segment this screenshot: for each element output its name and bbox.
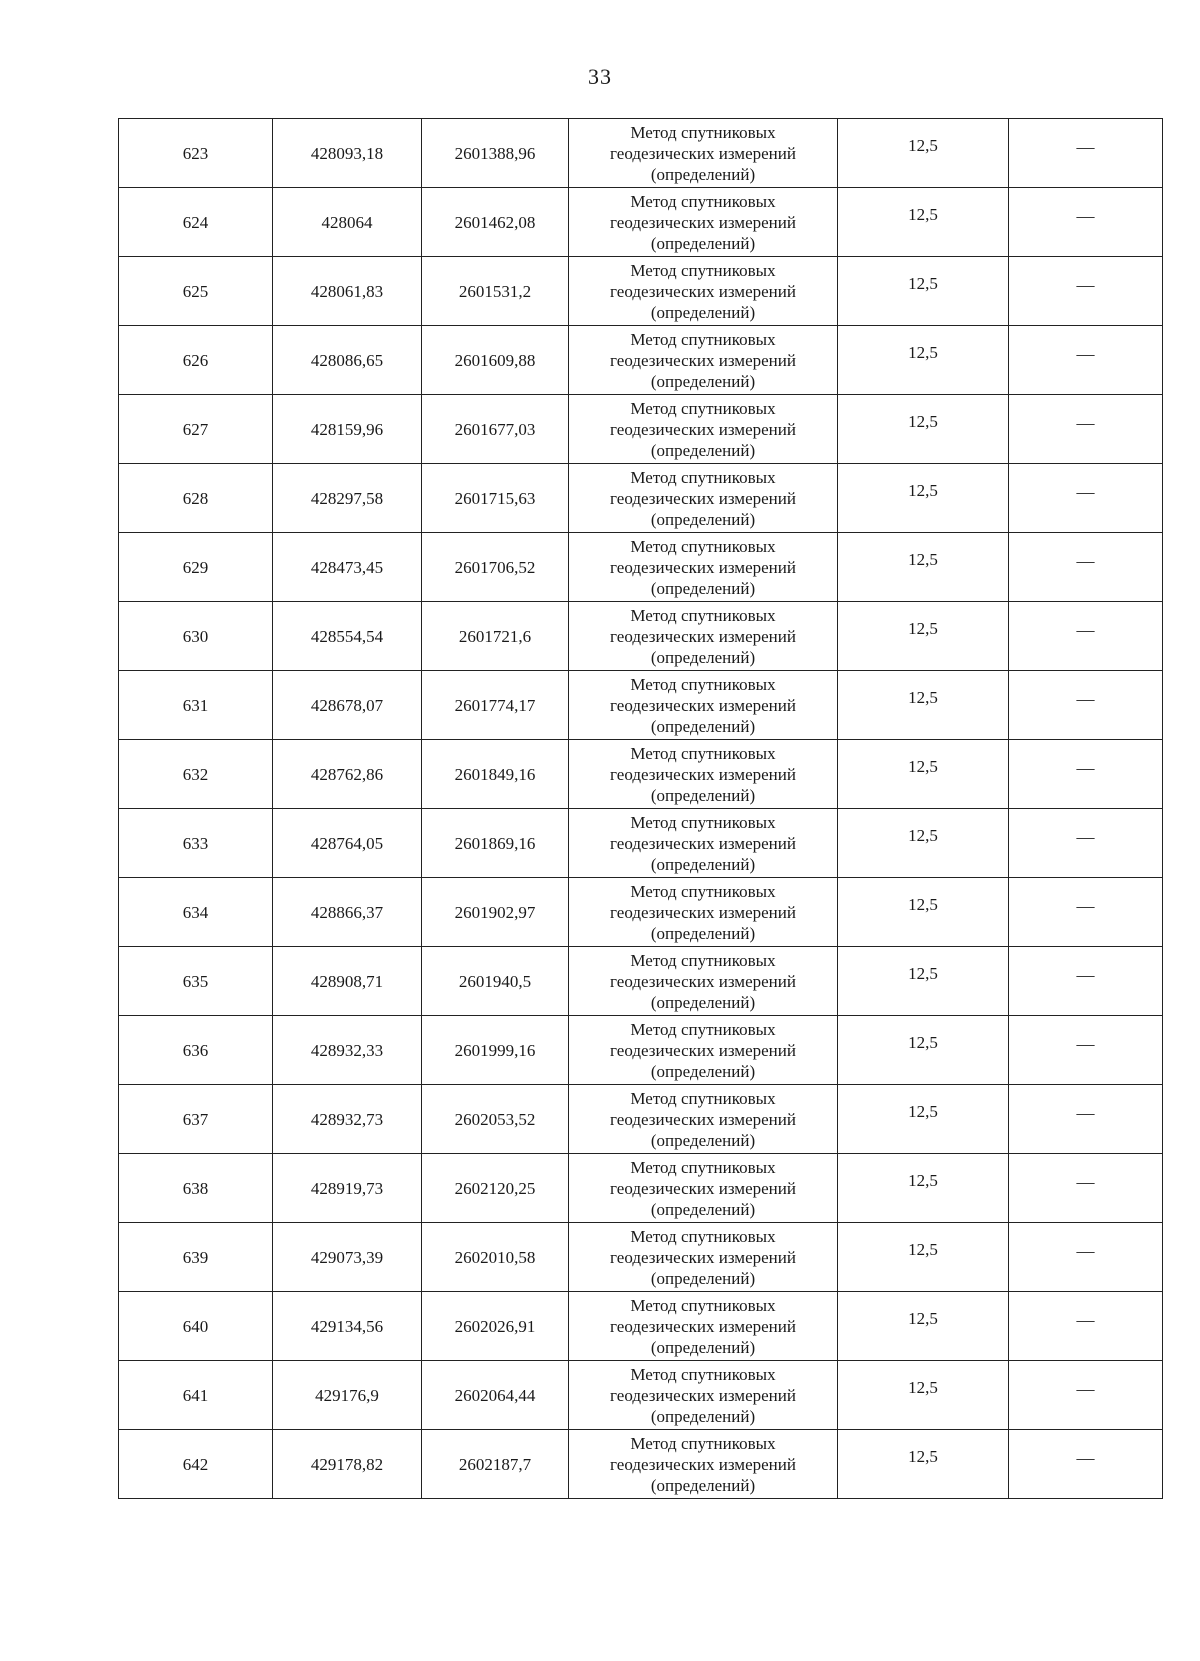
note-cell	[1009, 740, 1163, 809]
table-row	[119, 1016, 1163, 1085]
note-cell	[1009, 1292, 1163, 1361]
method-line: (определений)	[650, 1061, 756, 1081]
point-number-cell: 626	[119, 326, 273, 395]
table-row	[119, 947, 1163, 1016]
method-text	[573, 950, 833, 1013]
x-coordinate-cell: 428061,83	[273, 257, 422, 326]
note-value: —	[1076, 895, 1095, 916]
note-value: —	[1076, 1171, 1095, 1192]
note-value: —	[1076, 1102, 1095, 1123]
accuracy-value: 12,5	[908, 1446, 938, 1466]
accuracy-cell	[838, 602, 1009, 671]
point-number-cell: 640	[119, 1292, 273, 1361]
point-number-cell: 638	[119, 1154, 273, 1223]
method-text	[573, 329, 833, 392]
method-line: Метод спутниковых	[630, 605, 776, 625]
table-row	[119, 878, 1163, 947]
method-line: (определений)	[650, 302, 756, 322]
note-cell	[1009, 1223, 1163, 1292]
method-line: (определений)	[650, 992, 756, 1012]
method-line: геодезических измерений	[610, 488, 796, 508]
point-number-cell: 636	[119, 1016, 273, 1085]
method-line: геодезических измерений	[610, 1316, 796, 1336]
accuracy-cell	[838, 1361, 1009, 1430]
method-cell	[569, 1292, 838, 1361]
point-number-cell: 630	[119, 602, 273, 671]
method-line: (определений)	[650, 164, 756, 184]
note-cell	[1009, 1085, 1163, 1154]
method-line: Метод спутниковых	[630, 881, 776, 901]
x-coordinate-cell: 429134,56	[273, 1292, 422, 1361]
accuracy-value: 12,5	[908, 1239, 938, 1259]
method-text	[573, 1088, 833, 1151]
note-value: —	[1076, 757, 1095, 778]
accuracy-value: 12,5	[908, 1377, 938, 1397]
point-number-cell: 624	[119, 188, 273, 257]
point-number-cell: 634	[119, 878, 273, 947]
x-coordinate-cell: 428554,54	[273, 602, 422, 671]
method-text	[573, 1226, 833, 1289]
method-cell	[569, 671, 838, 740]
x-coordinate-cell: 428762,86	[273, 740, 422, 809]
point-number-cell: 633	[119, 809, 273, 878]
method-text	[573, 191, 833, 254]
accuracy-cell	[838, 326, 1009, 395]
accuracy-cell	[838, 947, 1009, 1016]
note-cell	[1009, 809, 1163, 878]
accuracy-cell	[838, 740, 1009, 809]
accuracy-cell	[838, 1016, 1009, 1085]
x-coordinate-cell: 428093,18	[273, 119, 422, 188]
method-line: (определений)	[650, 647, 756, 667]
method-cell	[569, 119, 838, 188]
method-line: (определений)	[650, 854, 756, 874]
y-coordinate-cell: 2601462,08	[422, 188, 569, 257]
accuracy-value: 12,5	[908, 618, 938, 638]
method-line: (определений)	[650, 1268, 756, 1288]
method-cell	[569, 1430, 838, 1499]
method-line: Метод спутниковых	[630, 1088, 776, 1108]
x-coordinate-cell: 428932,73	[273, 1085, 422, 1154]
note-value: —	[1076, 550, 1095, 571]
y-coordinate-cell: 2602026,91	[422, 1292, 569, 1361]
x-coordinate-cell: 428908,71	[273, 947, 422, 1016]
x-coordinate-cell: 428064	[273, 188, 422, 257]
x-coordinate-cell: 428297,58	[273, 464, 422, 533]
table-row	[119, 1430, 1163, 1499]
method-line: (определений)	[650, 440, 756, 460]
y-coordinate-cell: 2602120,25	[422, 1154, 569, 1223]
x-coordinate-cell: 428932,33	[273, 1016, 422, 1085]
table-row	[119, 602, 1163, 671]
note-value: —	[1076, 1240, 1095, 1261]
method-line: Метод спутниковых	[630, 398, 776, 418]
y-coordinate-cell: 2602053,52	[422, 1085, 569, 1154]
method-line: геодезических измерений	[610, 1247, 796, 1267]
method-line: геодезических измерений	[610, 212, 796, 232]
method-line: Метод спутниковых	[630, 1433, 776, 1453]
method-line: Метод спутниковых	[630, 536, 776, 556]
point-number-cell: 625	[119, 257, 273, 326]
x-coordinate-cell: 429176,9	[273, 1361, 422, 1430]
method-line: геодезических измерений	[610, 281, 796, 301]
accuracy-value: 12,5	[908, 963, 938, 983]
y-coordinate-cell: 2601940,5	[422, 947, 569, 1016]
x-coordinate-cell: 428678,07	[273, 671, 422, 740]
method-cell	[569, 947, 838, 1016]
x-coordinate-cell: 429178,82	[273, 1430, 422, 1499]
point-number-cell: 642	[119, 1430, 273, 1499]
method-line: Метод спутниковых	[630, 950, 776, 970]
accuracy-value: 12,5	[908, 342, 938, 362]
coordinates-table-body	[119, 119, 1163, 1499]
method-text	[573, 1295, 833, 1358]
note-cell	[1009, 1361, 1163, 1430]
note-cell	[1009, 602, 1163, 671]
note-value: —	[1076, 412, 1095, 433]
y-coordinate-cell: 2602064,44	[422, 1361, 569, 1430]
note-value: —	[1076, 1447, 1095, 1468]
method-line: Метод спутниковых	[630, 191, 776, 211]
accuracy-value: 12,5	[908, 204, 938, 224]
note-value: —	[1076, 205, 1095, 226]
method-line: геодезических измерений	[610, 1385, 796, 1405]
accuracy-value: 12,5	[908, 825, 938, 845]
y-coordinate-cell: 2602010,58	[422, 1223, 569, 1292]
method-cell	[569, 809, 838, 878]
table-row	[119, 326, 1163, 395]
method-text	[573, 605, 833, 668]
method-line: геодезических измерений	[610, 1454, 796, 1474]
method-line: (определений)	[650, 1475, 756, 1495]
accuracy-cell	[838, 1430, 1009, 1499]
note-value: —	[1076, 826, 1095, 847]
method-cell	[569, 188, 838, 257]
y-coordinate-cell: 2601869,16	[422, 809, 569, 878]
method-line: геодезических измерений	[610, 1040, 796, 1060]
note-value: —	[1076, 964, 1095, 985]
method-cell	[569, 878, 838, 947]
table-row	[119, 395, 1163, 464]
accuracy-cell	[838, 1154, 1009, 1223]
method-cell	[569, 1085, 838, 1154]
method-line: геодезических измерений	[610, 350, 796, 370]
note-cell	[1009, 326, 1163, 395]
y-coordinate-cell: 2601531,2	[422, 257, 569, 326]
note-cell	[1009, 671, 1163, 740]
accuracy-value: 12,5	[908, 273, 938, 293]
note-cell	[1009, 1430, 1163, 1499]
method-line: Метод спутниковых	[630, 674, 776, 694]
table-row	[119, 257, 1163, 326]
method-line: (определений)	[650, 1337, 756, 1357]
note-value: —	[1076, 1378, 1095, 1399]
note-cell	[1009, 257, 1163, 326]
method-line: геодезических измерений	[610, 902, 796, 922]
accuracy-value: 12,5	[908, 1170, 938, 1190]
method-text	[573, 1019, 833, 1082]
accuracy-cell	[838, 188, 1009, 257]
method-text	[573, 674, 833, 737]
table-row	[119, 809, 1163, 878]
method-line: Метод спутниковых	[630, 812, 776, 832]
accuracy-cell	[838, 671, 1009, 740]
y-coordinate-cell: 2602187,7	[422, 1430, 569, 1499]
point-number-cell: 631	[119, 671, 273, 740]
method-text	[573, 122, 833, 185]
accuracy-value: 12,5	[908, 135, 938, 155]
method-cell	[569, 1361, 838, 1430]
method-line: геодезических измерений	[610, 419, 796, 439]
method-line: Метод спутниковых	[630, 743, 776, 763]
method-line: Метод спутниковых	[630, 122, 776, 142]
x-coordinate-cell: 428159,96	[273, 395, 422, 464]
point-number-cell: 627	[119, 395, 273, 464]
note-value: —	[1076, 1033, 1095, 1054]
page-number: 33	[588, 64, 612, 89]
accuracy-cell	[838, 395, 1009, 464]
note-cell	[1009, 188, 1163, 257]
x-coordinate-cell: 428086,65	[273, 326, 422, 395]
point-number-cell: 637	[119, 1085, 273, 1154]
method-line: (определений)	[650, 371, 756, 391]
accuracy-value: 12,5	[908, 1101, 938, 1121]
accuracy-value: 12,5	[908, 411, 938, 431]
note-cell	[1009, 947, 1163, 1016]
method-line: (определений)	[650, 578, 756, 598]
y-coordinate-cell: 2601677,03	[422, 395, 569, 464]
point-number-cell: 629	[119, 533, 273, 602]
y-coordinate-cell: 2601721,6	[422, 602, 569, 671]
accuracy-cell	[838, 1085, 1009, 1154]
accuracy-value: 12,5	[908, 480, 938, 500]
method-line: Метод спутниковых	[630, 1364, 776, 1384]
method-line: (определений)	[650, 923, 756, 943]
note-cell	[1009, 395, 1163, 464]
y-coordinate-cell: 2601715,63	[422, 464, 569, 533]
method-line: (определений)	[650, 716, 756, 736]
table-row	[119, 464, 1163, 533]
note-value: —	[1076, 481, 1095, 502]
point-number-cell: 632	[119, 740, 273, 809]
method-line: геодезических измерений	[610, 1178, 796, 1198]
x-coordinate-cell: 428866,37	[273, 878, 422, 947]
method-line: Метод спутниковых	[630, 1226, 776, 1246]
method-text	[573, 260, 833, 323]
note-cell	[1009, 1154, 1163, 1223]
table-row	[119, 1085, 1163, 1154]
y-coordinate-cell: 2601999,16	[422, 1016, 569, 1085]
x-coordinate-cell: 428764,05	[273, 809, 422, 878]
method-cell	[569, 326, 838, 395]
accuracy-value: 12,5	[908, 894, 938, 914]
accuracy-value: 12,5	[908, 687, 938, 707]
note-cell	[1009, 119, 1163, 188]
method-line: (определений)	[650, 509, 756, 529]
method-text	[573, 536, 833, 599]
method-line: геодезических измерений	[610, 557, 796, 577]
table-row	[119, 740, 1163, 809]
accuracy-cell	[838, 119, 1009, 188]
method-line: (определений)	[650, 1130, 756, 1150]
accuracy-cell	[838, 878, 1009, 947]
method-line: (определений)	[650, 233, 756, 253]
x-coordinate-cell: 428919,73	[273, 1154, 422, 1223]
method-cell	[569, 533, 838, 602]
method-cell	[569, 1016, 838, 1085]
accuracy-cell	[838, 257, 1009, 326]
y-coordinate-cell: 2601902,97	[422, 878, 569, 947]
accuracy-cell	[838, 533, 1009, 602]
note-value: —	[1076, 274, 1095, 295]
method-cell	[569, 602, 838, 671]
note-value: —	[1076, 688, 1095, 709]
method-text	[573, 881, 833, 944]
method-line: (определений)	[650, 1199, 756, 1219]
method-line: геодезических измерений	[610, 971, 796, 991]
y-coordinate-cell: 2601849,16	[422, 740, 569, 809]
x-coordinate-cell: 428473,45	[273, 533, 422, 602]
accuracy-value: 12,5	[908, 549, 938, 569]
method-cell	[569, 395, 838, 464]
method-line: геодезических измерений	[610, 626, 796, 646]
method-line: Метод спутниковых	[630, 1019, 776, 1039]
method-text	[573, 467, 833, 530]
point-number-cell: 635	[119, 947, 273, 1016]
accuracy-cell	[838, 464, 1009, 533]
accuracy-value: 12,5	[908, 1032, 938, 1052]
accuracy-cell	[838, 809, 1009, 878]
note-value: —	[1076, 136, 1095, 157]
method-line: Метод спутниковых	[630, 467, 776, 487]
table-row	[119, 1154, 1163, 1223]
method-cell	[569, 740, 838, 809]
y-coordinate-cell: 2601609,88	[422, 326, 569, 395]
method-line: Метод спутниковых	[630, 329, 776, 349]
method-text	[573, 812, 833, 875]
y-coordinate-cell: 2601774,17	[422, 671, 569, 740]
method-line: (определений)	[650, 1406, 756, 1426]
method-cell	[569, 257, 838, 326]
accuracy-cell	[838, 1292, 1009, 1361]
method-text	[573, 743, 833, 806]
note-cell	[1009, 1016, 1163, 1085]
accuracy-cell	[838, 1223, 1009, 1292]
method-text	[573, 1364, 833, 1427]
table-row	[119, 188, 1163, 257]
point-number-cell: 628	[119, 464, 273, 533]
method-line: геодезических измерений	[610, 833, 796, 853]
y-coordinate-cell: 2601388,96	[422, 119, 569, 188]
note-cell	[1009, 533, 1163, 602]
method-text	[573, 398, 833, 461]
coordinates-table	[118, 118, 1163, 1499]
table-row	[119, 1292, 1163, 1361]
method-text	[573, 1433, 833, 1496]
point-number-cell: 641	[119, 1361, 273, 1430]
table-row	[119, 533, 1163, 602]
point-number-cell: 639	[119, 1223, 273, 1292]
note-value: —	[1076, 619, 1095, 640]
method-line: геодезических измерений	[610, 1109, 796, 1129]
note-value: —	[1076, 1309, 1095, 1330]
note-cell	[1009, 878, 1163, 947]
table-row	[119, 1361, 1163, 1430]
note-value: —	[1076, 343, 1095, 364]
method-cell	[569, 1223, 838, 1292]
method-line: Метод спутниковых	[630, 1157, 776, 1177]
method-line: Метод спутниковых	[630, 260, 776, 280]
method-cell	[569, 464, 838, 533]
method-line: геодезических измерений	[610, 143, 796, 163]
x-coordinate-cell: 429073,39	[273, 1223, 422, 1292]
method-line: Метод спутниковых	[630, 1295, 776, 1315]
accuracy-value: 12,5	[908, 1308, 938, 1328]
y-coordinate-cell: 2601706,52	[422, 533, 569, 602]
method-line: (определений)	[650, 785, 756, 805]
accuracy-value: 12,5	[908, 756, 938, 776]
table-row	[119, 119, 1163, 188]
note-cell	[1009, 464, 1163, 533]
method-text	[573, 1157, 833, 1220]
table-row	[119, 1223, 1163, 1292]
method-line: геодезических измерений	[610, 764, 796, 784]
table-row	[119, 671, 1163, 740]
point-number-cell: 623	[119, 119, 273, 188]
method-line: геодезических измерений	[610, 695, 796, 715]
method-cell	[569, 1154, 838, 1223]
